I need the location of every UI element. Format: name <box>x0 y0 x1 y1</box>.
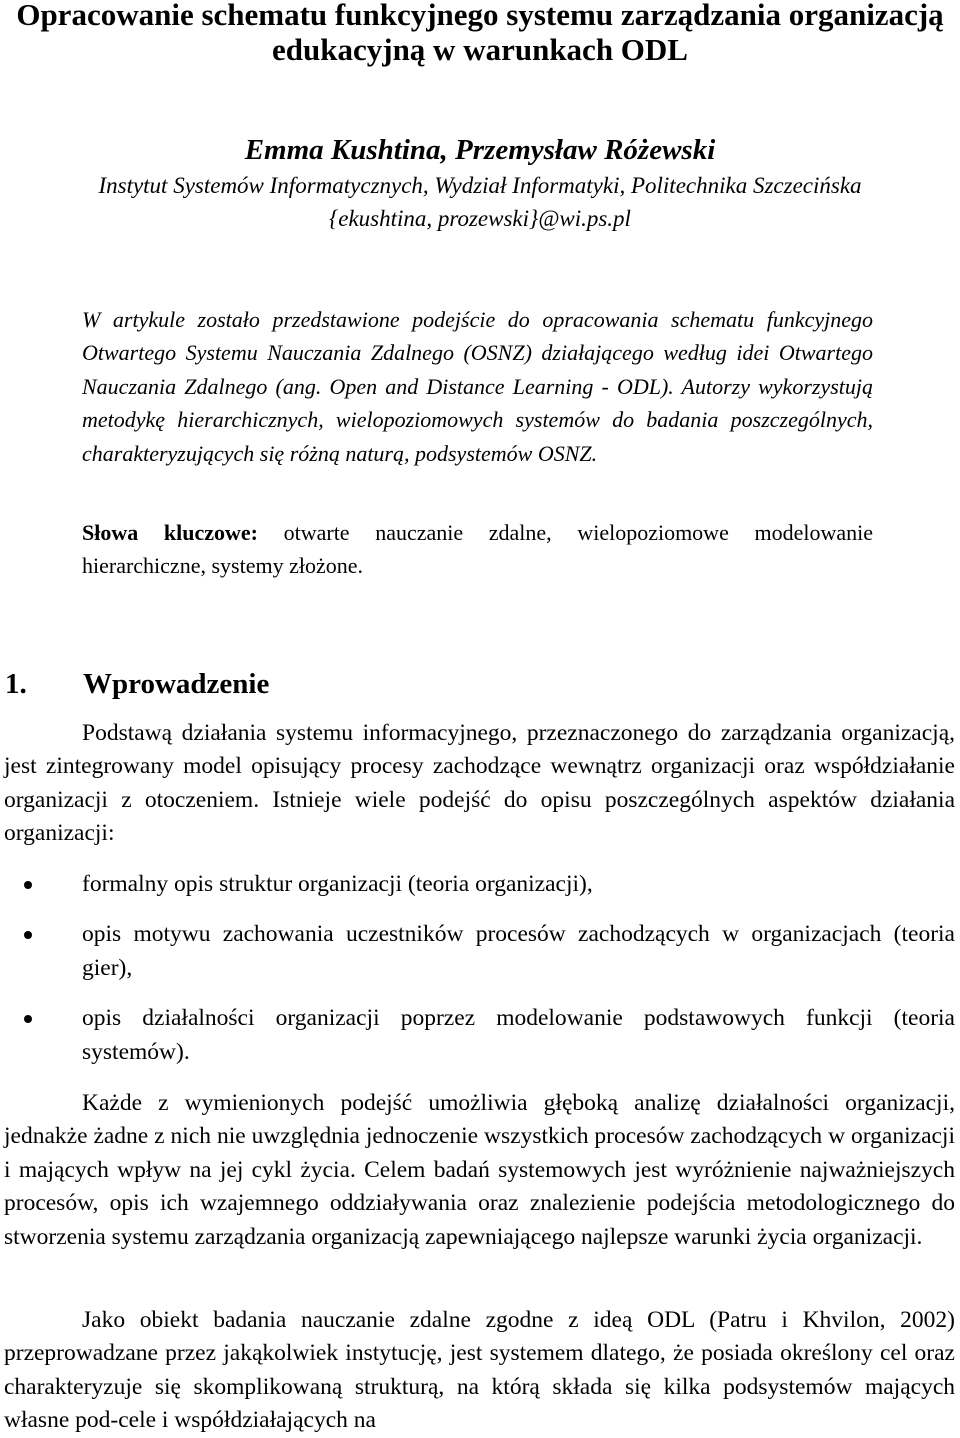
list-item <box>4 918 955 985</box>
paragraph-text: Każde z wymienionych podejść umożliwia głęboką analizę działalności organizacji, jednakże żadne z nich nie uwzględnia jednoczenie wszystkich procesów zachodzących w organizacji i mających wpływ na jej cykl życia. Celem badań systemowych jest wyróżnienie najważniejszych procesów, opis ich wzajemnego oddziaływania oraz znalezienie podejścia metodologicznego do stworzenia systemu zarządzania organizacją zapewniającego najlepsze warunki życia organizacji. <box>4 1090 955 1250</box>
list-item <box>4 1002 955 1069</box>
paper-affiliation: Instytut Systemów Informatycznych, Wydział Informatyki, Politechnika Szczecińska <box>98 173 862 198</box>
bullet-icon <box>24 881 32 889</box>
paragraph <box>4 717 955 851</box>
bullet-icon <box>24 931 32 939</box>
paper-title: Opracowanie schematu funkcyjnego systemu zarządzania organizacją edukacyjną w warunkach ODL <box>16 0 944 67</box>
paragraph-text: Podstawą działania systemu informacyjnego, przeznaczonego do zarządzania organizacją, jest zintegrowany model opisujący procesy zachodzące wewnątrz organizacji oraz współdziałanie organizacji z otoczeniem. Istnieje wiele podejść do opisu poszczególnych aspektów działania organizacji: <box>4 720 955 847</box>
section-number: 1. <box>5 668 27 700</box>
bullet-icon <box>24 1015 32 1023</box>
paper-email: {ekushtina, prozewski}@wi.ps.pl <box>329 206 631 231</box>
keywords <box>82 516 873 583</box>
paragraph-text: Jako obiekt badania nauczanie zdalne zgodne z ideą ODL (Patru i Khvilon, 2002) przeprowadzane przez jakąkolwiek instytucję, jest systemem dlatego, że posiada określony cel oraz charakteryzuje się skomplikowaną strukturą, na którą składa się kilka podsystemów mających własne pod-cele i współdziałających na <box>4 1307 955 1434</box>
section-title: Wprowadzenie <box>83 668 270 700</box>
list-item-text: formalny opis struktur organizacji (teoria organizacji), <box>82 871 593 897</box>
list-item-text: opis działalności organizacji poprzez modelowanie podstawowych funkcji (teoria systemów). <box>82 1005 955 1065</box>
paragraph <box>4 1087 955 1254</box>
keywords-label: Słowa kluczowe: <box>82 520 258 545</box>
section-heading <box>5 664 269 704</box>
paper-authors: Emma Kushtina, Przemysław Różewski <box>244 134 716 166</box>
bullet-list <box>4 868 955 1069</box>
paragraph <box>4 1304 955 1438</box>
list-item-text: opis motywu zachowania uczestników procesów zachodzących w organizacjach (teoria gier), <box>82 921 955 981</box>
keywords-text: otwarte nauczanie zdalne, wielopoziomowe modelowanie hierarchiczne, systemy złożone. <box>82 520 873 579</box>
abstract: W artykule zostało przedstawione podejście do opracowania schematu funkcyjnego Otwartego Systemu Nauczania Zdalnego (OSNZ) działającego według idei Otwartego Nauczania Zdalnego (ang. Open and Distance Learning - ODL). Autorzy wykorzystują metodykę hierarchicznych, wielopoziomowych systemów do badania poszczególnych, charakteryzujących się różną naturą, podsystemów OSNZ. <box>82 307 873 466</box>
list-item <box>4 868 955 901</box>
